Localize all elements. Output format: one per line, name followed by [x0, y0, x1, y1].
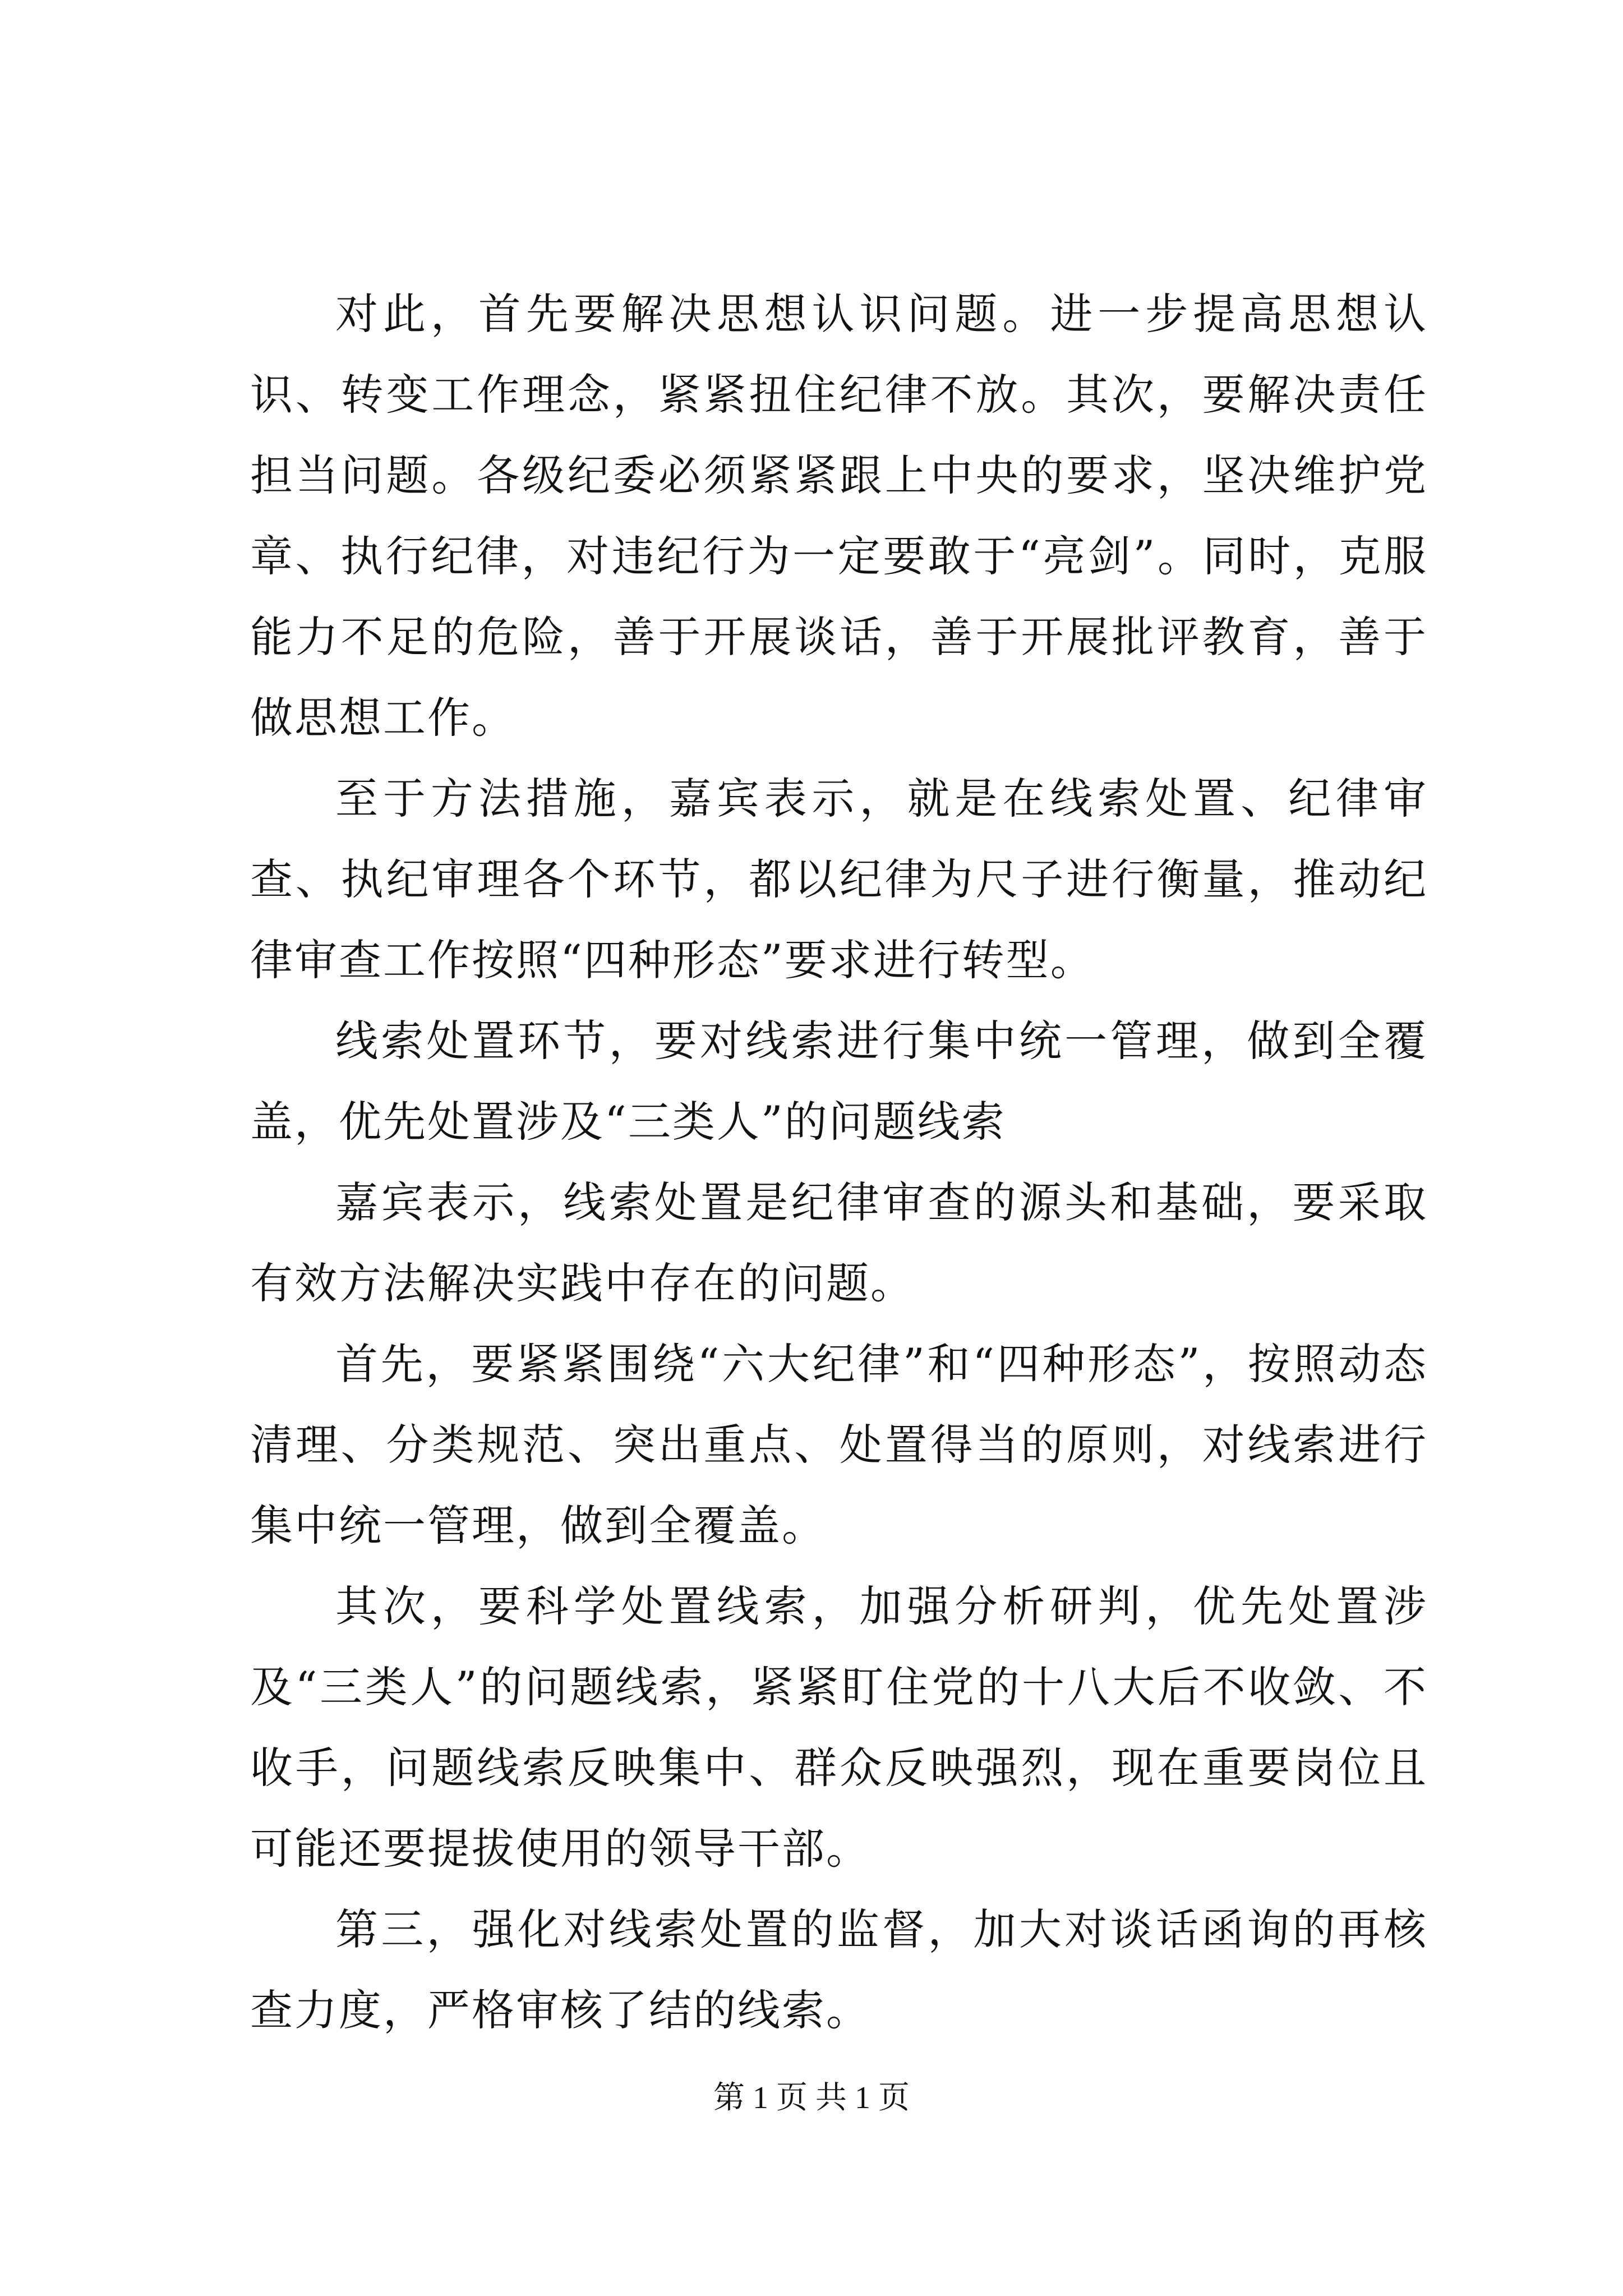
page-number-footer: 第 1 页 共 1 页 — [713, 2081, 910, 2115]
paragraph-2: 至于方法措施，嘉宾表示，就是在线索处置、纪律审查、执纪审理各个环节，都以纪律为尺子进行衡量，推动纪律审查工作按照“四种形态”要求进行转型。 — [250, 774, 1428, 985]
paragraph-4: 嘉宾表示，线索处置是纪律审查的源头和基础，要采取有效方法解决实践中存在的问题。 — [250, 1177, 1428, 1308]
paragraph-1: 对此，首先要解决思想认识问题。进一步提高思想认识、转变工作理念，紧紧扭住纪律不放。其次，要解决责任担当问题。各级纪委必须紧紧跟上中央的要求，坚决维护党章、执行纪律，对违纪行为一定要敢于“亮剑”。同时，克服能力不足的危险，善于开展谈话，善于开展批评教育，善于做思想工作。 — [250, 289, 1428, 743]
document-body — [250, 274, 1428, 2051]
paragraph-3: 线索处置环节，要对线索进行集中统一管理，做到全覆盖，优先处置涉及“三类人”的问题线索 — [250, 1016, 1428, 1147]
paragraph-5: 首先，要紧紧围绕“六大纪律”和“四种形态”，按照动态清理、分类规范、突出重点、处置得当的原则，对线索进行集中统一管理，做到全覆盖。 — [250, 1339, 1428, 1550]
paragraph-6: 其次，要科学处置线索，加强分析研判，优先处置涉及“三类人”的问题线索，紧紧盯住党的十八大后不收敛、不收手，问题线索反映集中、群众反映强烈，现在重要岗位且可能还要提拔使用的领导干部。 — [250, 1581, 1428, 1874]
paragraph-7: 第三，强化对线索处置的监督，加大对谈话函询的再核查力度，严格审核了结的线索。 — [250, 1904, 1428, 2035]
